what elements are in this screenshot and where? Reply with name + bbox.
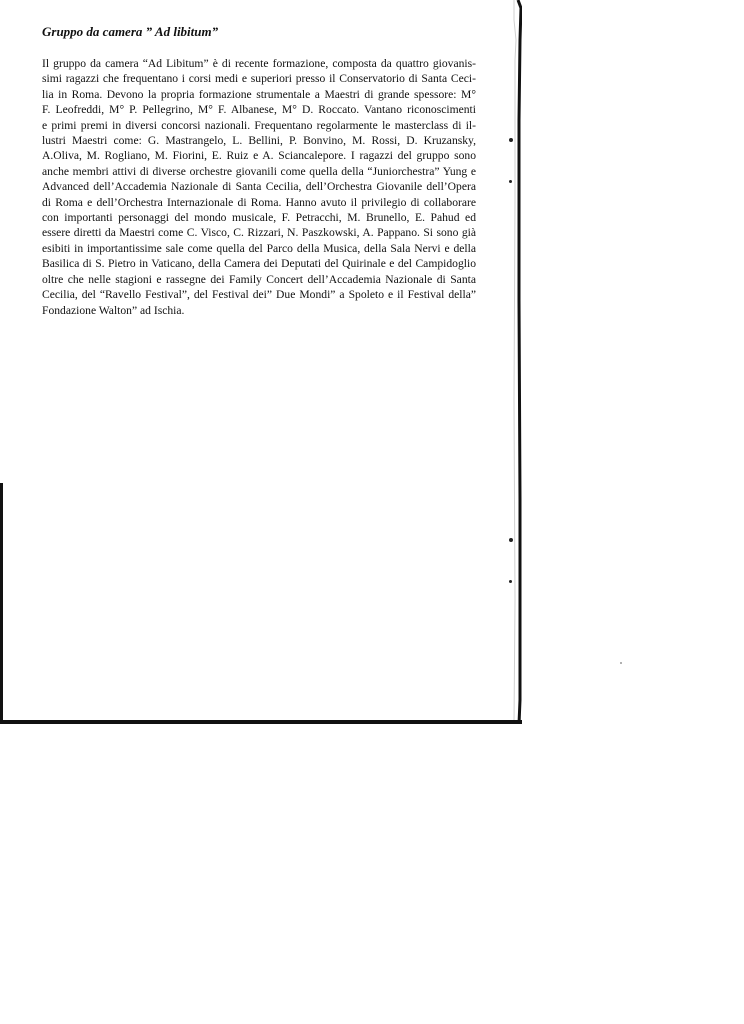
scan-speck: [620, 662, 622, 664]
body-line: e primi premi in diversi concorsi nazionali. Frequentano regolarmente le masterclass di il-: [42, 118, 476, 132]
body-line: lia in Roma. Devono la propria formazione strumentale a Maestri di grande spessore: M°: [42, 87, 476, 101]
body-line: oltre che nelle stagioni e rassegne dei Family Concert dell’Accademia Nazionale di Santa: [42, 272, 476, 286]
body-line: Il gruppo da camera “Ad Libitum” è di recente formazione, composta da quattro giovanis-: [42, 57, 476, 70]
scan-speck: [509, 538, 513, 542]
body-line: A.Oliva, M. Rogliano, M. Fiorini, E. Ruiz e A. Sciancalepore. I ragazzi del gruppo sono: [42, 149, 476, 163]
body-line: anche membri attivi di diverse orchestre giovanili come quella della “Juniorchestra” Yung e: [42, 164, 476, 178]
body-line: di Roma e dell’Orchestra Internazionale di Roma. Hanno avuto il privilegio di collaborare: [42, 195, 476, 209]
body-line: Cecilia, del “Ravello Festival”, del Festival dei” Due Mondi” a Spoleto e il Festival della”: [42, 288, 476, 302]
body-line: con importanti personaggi del mondo musicale, F. Petracchi, M. Brunello, E. Pahud ed: [42, 211, 476, 225]
body-line: Advanced dell’Accademia Nazionale di Santa Cecilia, dell’Orchestra Giovanile dell’Opera: [42, 180, 476, 194]
document-title: Gruppo da camera ” Ad libitum”: [42, 24, 219, 39]
body-line: Fondazione Walton” ad Ischia.: [42, 303, 185, 317]
document-body: [42, 56, 476, 318]
scan-bottom-edge: [0, 720, 522, 724]
scan-left-edge: [0, 483, 3, 723]
scan-edge-shadow: [512, 0, 522, 724]
body-line: lustri Maestri come: G. Mastrangelo, L. Bellini, P. Bonvino, M. Rossi, D. Kruzansky,: [42, 134, 476, 148]
scan-speck: [509, 138, 513, 142]
scan-speck: [509, 180, 512, 183]
body-line: simi ragazzi che frequentano i corsi medi e superiori presso il Conservatorio di Santa Ceci-: [42, 72, 476, 86]
body-line: Basilica di S. Pietro in Vaticano, della Camera dei Deputati del Quirinale e del Campidoglio: [42, 257, 476, 271]
body-line: F. Leofreddi, M° P. Pellegrino, M° F. Albanese, M° D. Roccato. Vantano riconoscimenti: [42, 103, 476, 117]
body-line: essere diretti da Maestri come C. Visco, C. Rizzari, N. Paszkowski, A. Pappano. Si sono già: [42, 226, 476, 240]
scan-speck: [509, 580, 512, 583]
body-line: esibiti in importantissime sale come quella del Parco della Musica, della Sala Nervi e della: [42, 241, 476, 255]
